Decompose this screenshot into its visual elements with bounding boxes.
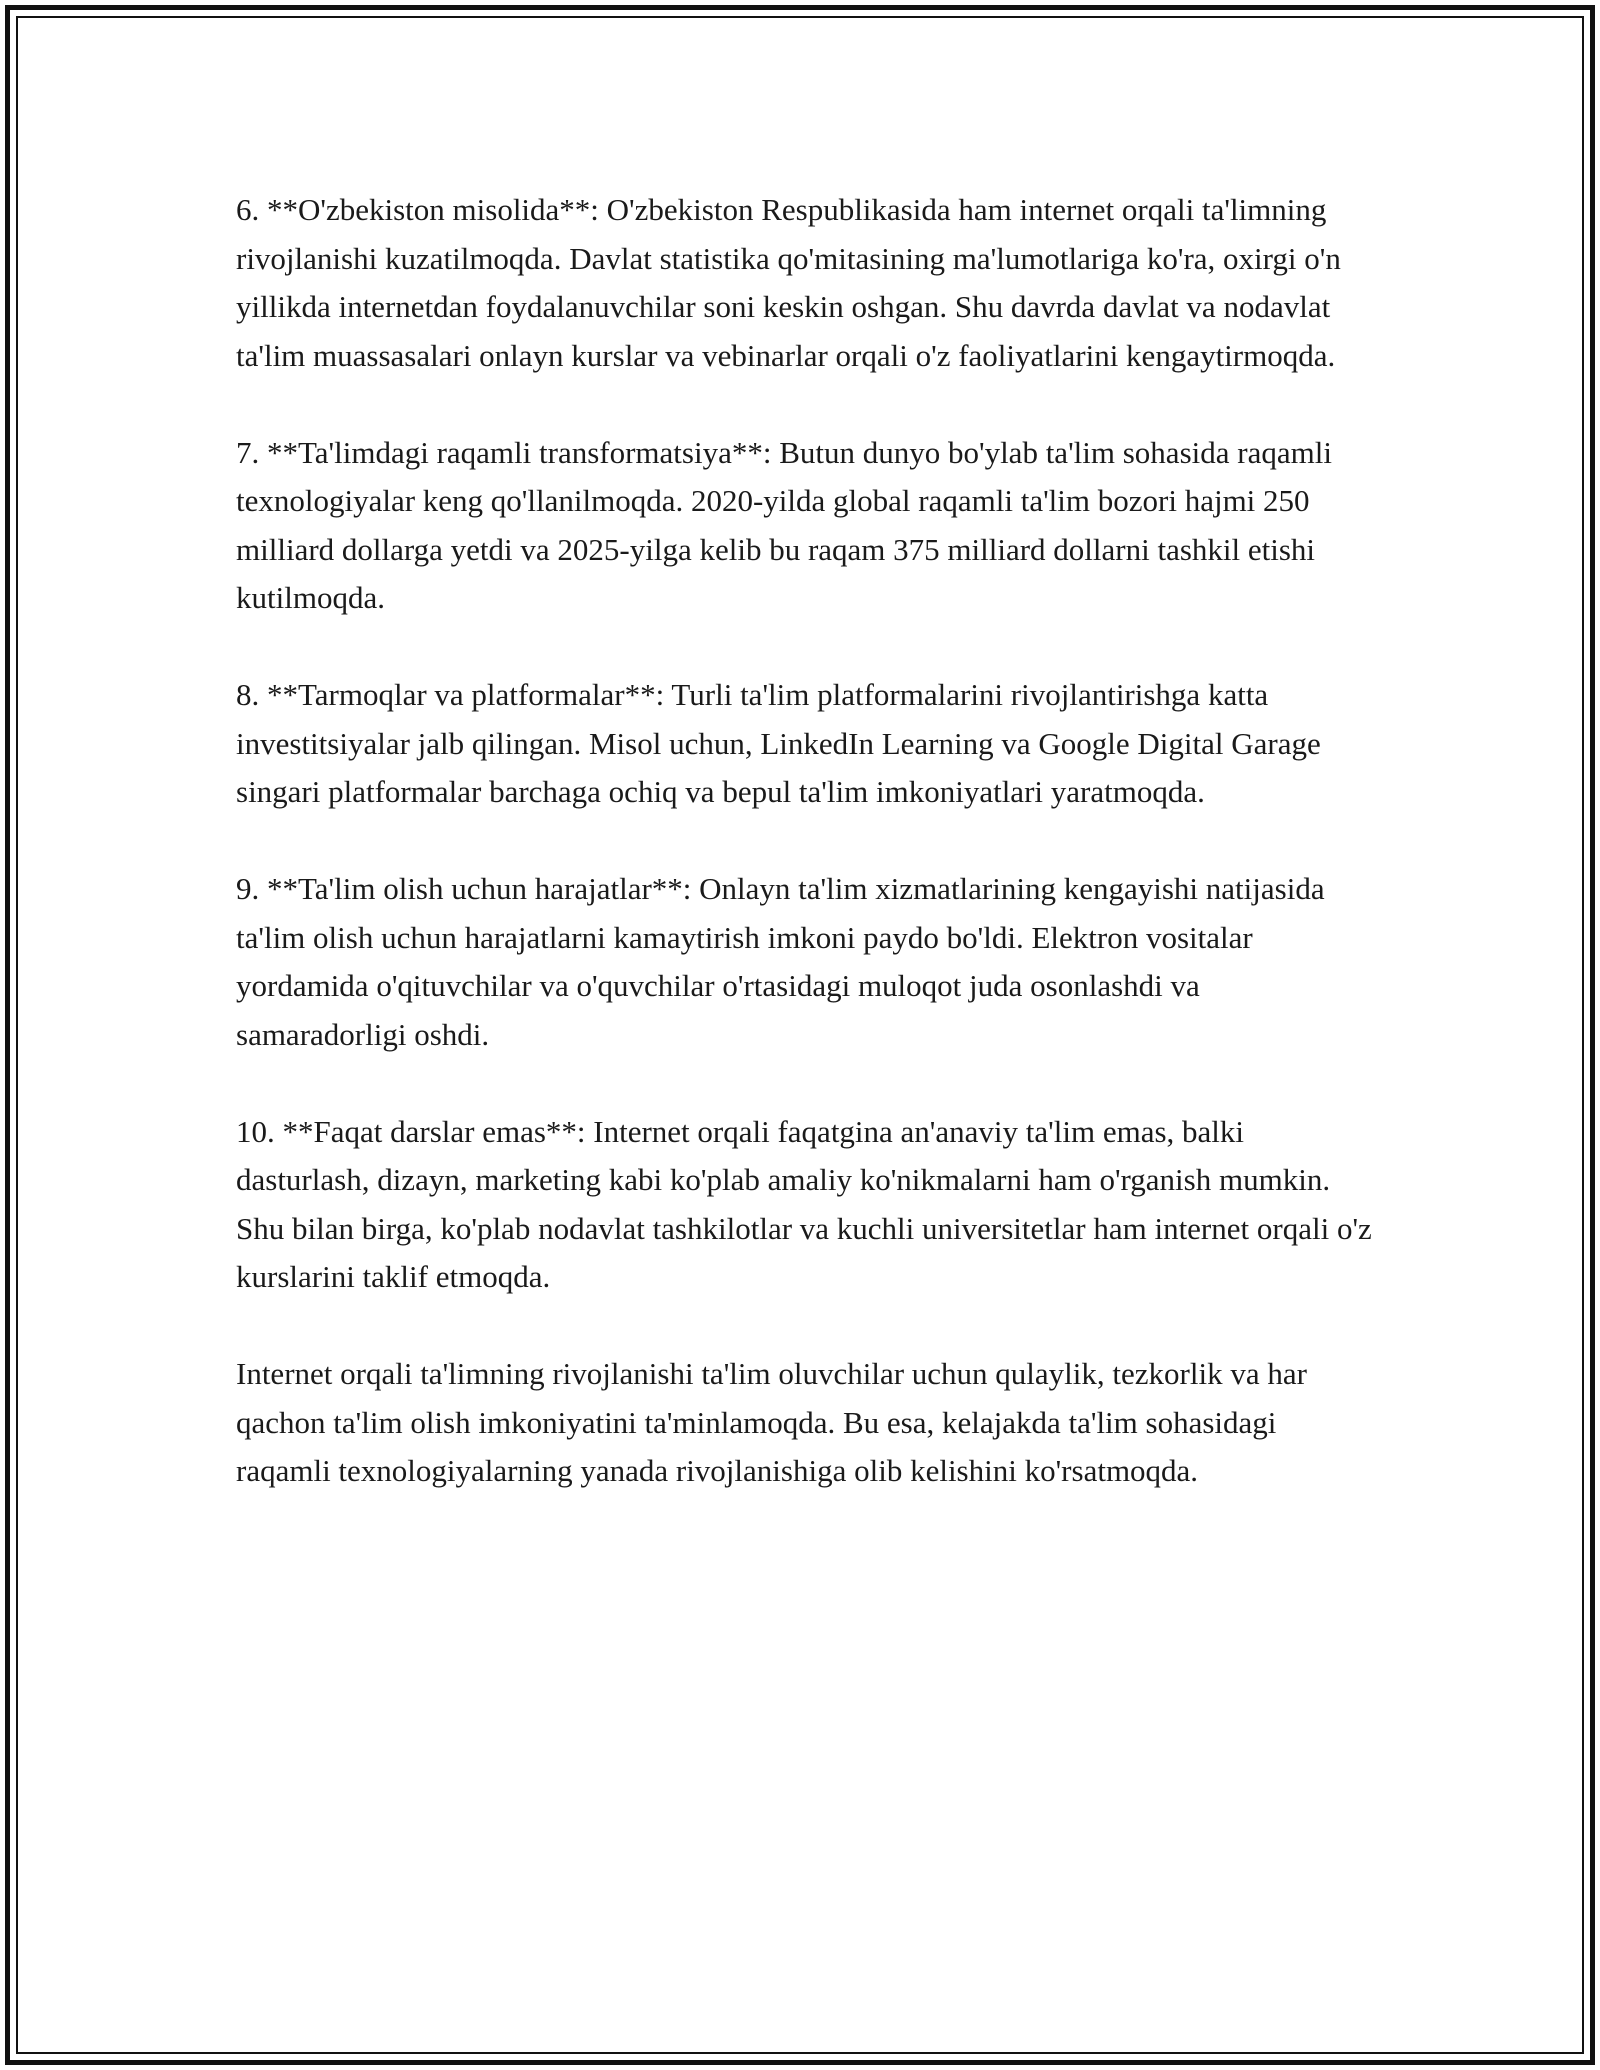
document-body — [236, 186, 1376, 1544]
paragraph-education-costs: 9. **Ta'lim olish uchun harajatlar**: Onlayn ta'lim xizmatlarining kengayishi natijasida ta'lim olish uchun harajatlarni kamaytirish imkoni paydo bo'ldi. Elektron vositalar yordamida o'qituvchilar va o'quvchilar o'rtasidagi muloqot juda osonlashdi va samaradorligi oshdi. — [236, 871, 1325, 1052]
paragraph-networks-platforms: 8. **Tarmoqlar va platformalar**: Turli ta'lim platformalarini rivojlantirishga katta investitsiyalar jalb qilingan. Misol uchun, LinkedIn Learning va Google Digital Garage singari platformalar barchaga ochiq va bepul ta'lim imkoniyatlari yaratmoqda. — [236, 677, 1321, 809]
paragraph-uzbekistan-example: 6. **O'zbekiston misolida**: O'zbekiston Respublikasida ham internet orqali ta'limning rivojlanishi kuzatilmoqda. Davlat statistika qo'mitasining ma'lumotlariga ko'ra, oxirgi o'n yillikda internetdan foydalanuvchilar soni keskin oshgan. Shu davrda davlat va nodavlat ta'lim muassasalari onlayn kurslar va vebinarlar orqali o'z faoliyatlarini kengaytirmoqda. — [236, 192, 1341, 373]
paragraph-conclusion: Internet orqali ta'limning rivojlanishi ta'lim oluvchilar uchun qulaylik, tezkorlik va har qachon ta'lim olish imkoniyatini ta'minlamoqda. Bu esa, kelajakda ta'lim sohasidagi raqamli texnologiyalarning yanada rivojlanishiga olib kelishini ko'rsatmoqda. — [236, 1356, 1307, 1488]
paragraph-digital-transformation: 7. **Ta'limdagi raqamli transformatsiya**: Butun dunyo bo'ylab ta'lim sohasida raqamli texnologiyalar keng qo'llanilmoqda. 2020-yilda global raqamli ta'lim bozori hajmi 250 milliard dollarga yetdi va 2025-yilga kelib bu raqam 375 milliard dollarni tashkil etishi kutilmoqda. — [236, 434, 1332, 615]
paragraph-not-only-lessons: 10. **Faqat darslar emas**: Internet orqali faqatgina an'anaviy ta'lim emas, balki dasturlash, dizayn, marketing kabi ko'plab amaliy ko'nikmalarni ham o'rganish mumkin. Shu bilan birga, ko'plab nodavlat tashkilotlar va kuchli universitetlar ham internet orqali o'z kurslarini taklif etmoqda. — [236, 1113, 1372, 1294]
